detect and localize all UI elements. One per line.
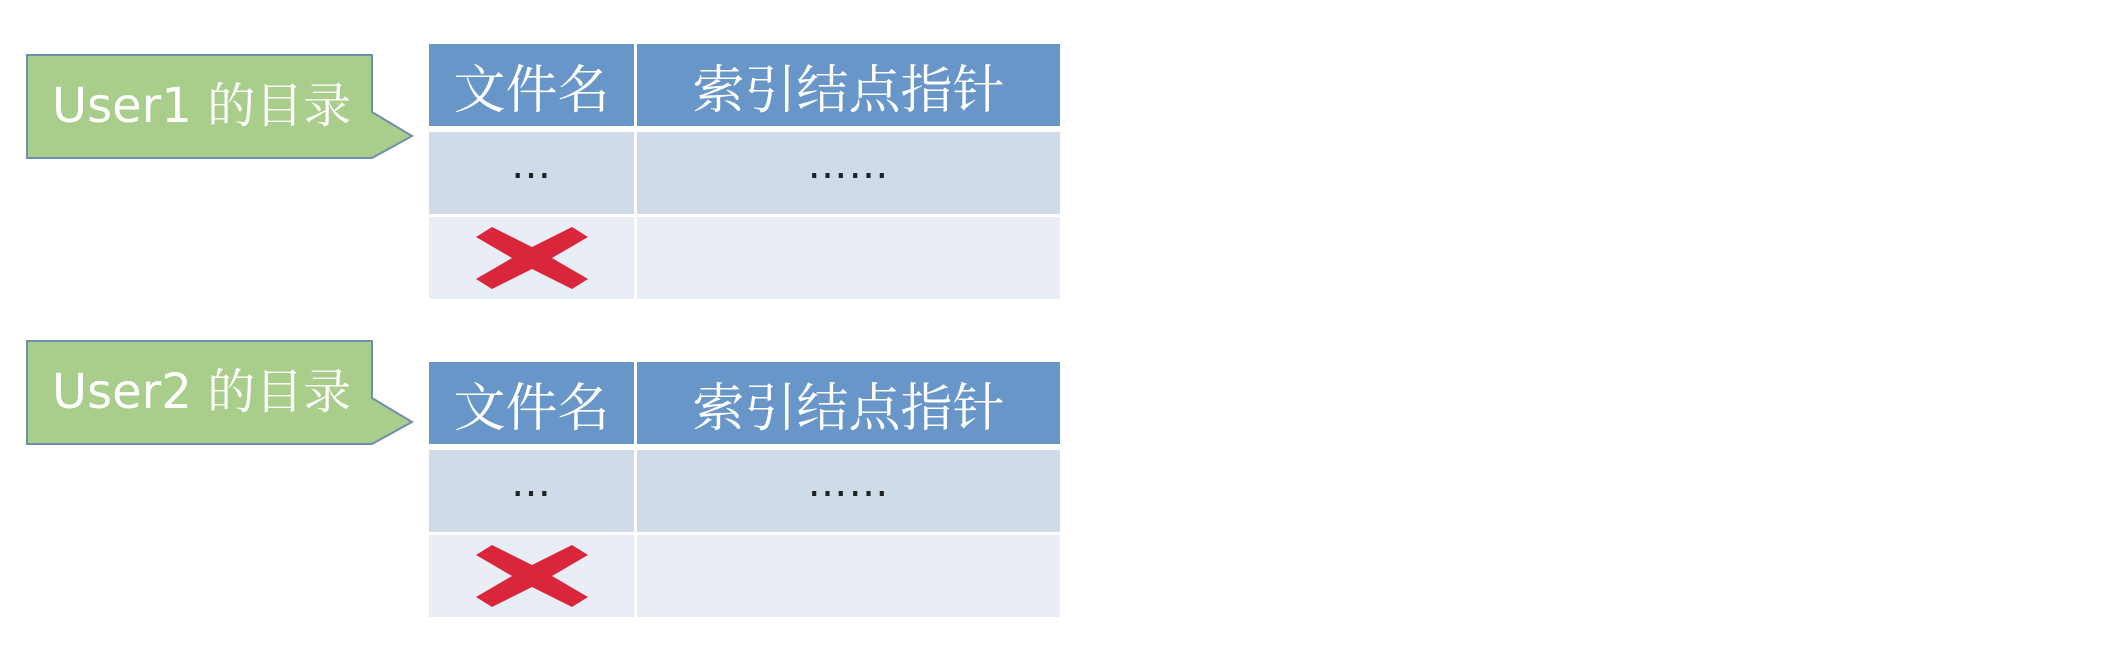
user1-directory-label: User1 的目录 [52, 78, 352, 134]
table-row-deleted [429, 217, 1060, 302]
inode-pointer-value: …… [807, 460, 890, 506]
file-name-header: 文件名 [429, 362, 634, 450]
table-row [429, 450, 1060, 535]
file-name-header: 文件名 [429, 44, 634, 132]
user2-directory-table [426, 362, 1063, 620]
table-header-row [429, 362, 1060, 450]
inode-pointer-cell [637, 217, 1060, 302]
file-name-cell [429, 535, 634, 620]
file-name-cell [429, 217, 634, 302]
inode-pointer-cell [637, 450, 1060, 535]
inode-pointer-header: 索引结点指针 [637, 362, 1060, 450]
table-row-deleted [429, 535, 1060, 620]
table-header-row [429, 44, 1060, 132]
inode-pointer-cell [637, 535, 1060, 620]
inode-pointer-header: 索引结点指针 [637, 44, 1060, 132]
file-name-value: … [511, 460, 552, 506]
file-name-value: … [511, 142, 552, 188]
user2-directory-callout [26, 340, 374, 444]
inode-pointer-cell [637, 132, 1060, 217]
file-name-cell [429, 132, 634, 217]
table-row [429, 132, 1060, 217]
delete-cross-icon [470, 223, 594, 293]
user1-directory-callout [26, 54, 374, 158]
inode-pointer-value: …… [807, 142, 890, 188]
file-name-cell [429, 450, 634, 535]
user1-directory-table [426, 44, 1063, 302]
user2-directory-label: User2 的目录 [52, 364, 352, 420]
delete-cross-icon [470, 541, 594, 611]
deleted-entry-marker [470, 541, 594, 611]
deleted-entry-marker [470, 223, 594, 293]
